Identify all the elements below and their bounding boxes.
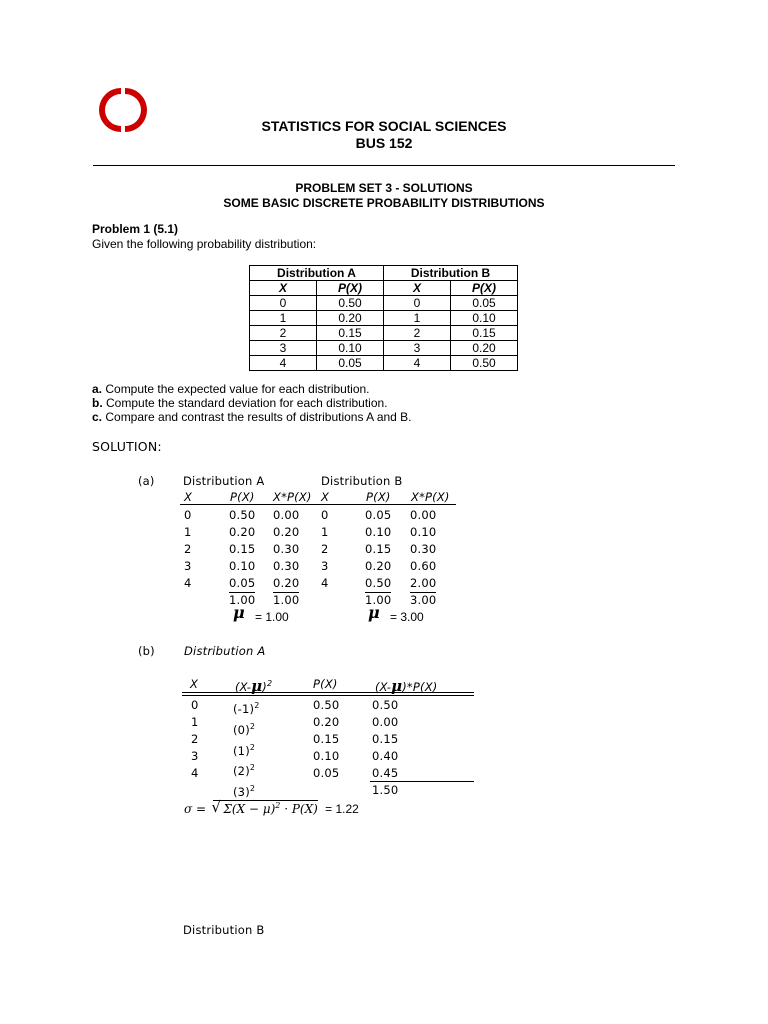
cell: 0.30 (273, 559, 300, 573)
mu-symbol: μ (368, 603, 380, 622)
table-cell: 0 (250, 296, 317, 311)
sigma-formula: σ = √ $\Sigma(X - \mu)^2 \cdot P(X) = 1.22$ (184, 798, 359, 816)
table-row (250, 341, 518, 356)
square-root: √ $\Sigma(X - \mu)^2 \cdot P(X)$ (211, 798, 318, 816)
cell: 4 (184, 576, 192, 590)
col-header-x: X (321, 490, 330, 504)
cell: 0.05 (365, 508, 392, 522)
sum-xpx-a: 1.00 (273, 593, 300, 607)
cell: 0.40 (372, 749, 399, 763)
cell: 2 (184, 542, 192, 556)
header-divider (93, 165, 675, 166)
table-row (250, 326, 518, 341)
cell: 0.20 (365, 559, 392, 573)
cell: 0.45 (372, 766, 399, 780)
cell: $(-1)^2$ (233, 701, 260, 716)
problem-set-subtitle: SOME BASIC DISCRETE PROBABILITY DISTRIBUTIONS (223, 196, 545, 210)
table-cell: 0 (384, 296, 451, 311)
cell: 2 (321, 542, 329, 556)
col-header-x: X (190, 677, 199, 691)
col-header-px: P(X) (230, 490, 255, 504)
table-cell: 0.20 (317, 311, 384, 326)
cell: 4 (191, 766, 199, 780)
cell: 1 (191, 715, 199, 729)
problem-heading: Problem 1 (5.1) (92, 222, 179, 236)
cell: 0.50 (372, 698, 399, 712)
table-cell: 0.10 (317, 341, 384, 356)
cell: 0.10 (229, 559, 256, 573)
col-xpx-b (410, 507, 436, 593)
col-header-px: P(X) (451, 281, 518, 296)
table-cell: 4 (384, 356, 451, 371)
cell: 2 (191, 732, 199, 746)
cell: 0 (321, 508, 329, 522)
cell: 0.00 (372, 715, 399, 729)
table-cell: 0.05 (451, 296, 518, 311)
table-cell: 1 (384, 311, 451, 326)
sum-px-b: 1.00 (365, 593, 392, 607)
cell: 3 (321, 559, 329, 573)
question-a: a. Compute the expected value for each distribution. (92, 382, 370, 396)
cell: 3 (191, 749, 199, 763)
question-c: c. Compare and contrast the results of distributions A and B. (92, 410, 412, 424)
cell: 0.15 (313, 732, 340, 746)
table-cell: 2 (250, 326, 317, 341)
col-header-xpx: X*P(X) (273, 490, 312, 504)
header-underline (180, 504, 456, 505)
group-header-a: Distribution A (250, 266, 384, 281)
col-header-x: X (184, 490, 193, 504)
col-x-a (184, 507, 192, 592)
solution-heading: SOLUTION: (92, 439, 162, 454)
cell: 0 (184, 508, 192, 522)
mu-value-b: = 3.00 (390, 610, 424, 624)
dist-b-label: Distribution B (183, 923, 265, 937)
cell: 0 (191, 698, 199, 712)
cell: 0.05 (313, 766, 340, 780)
cell: 0.30 (273, 542, 300, 556)
col-header-px: P(X) (313, 677, 338, 691)
dist-a-label: Distribution A (184, 644, 266, 658)
cell: 0.50 (229, 508, 256, 522)
col-product (372, 697, 398, 782)
mu-symbol: μ (233, 603, 245, 622)
cell: 2.00 (410, 575, 436, 593)
total-line (370, 781, 474, 782)
table-cell: 4 (250, 356, 317, 371)
cell: 0.00 (273, 508, 300, 522)
col-px-a (229, 507, 255, 593)
distribution-table (249, 265, 518, 371)
table-row (250, 296, 518, 311)
cell: 0.50 (365, 575, 391, 593)
col-xpx-a (273, 507, 299, 593)
table-cell: 0.50 (451, 356, 518, 371)
table-cell: 0.20 (451, 341, 518, 356)
cell: 0.20 (273, 525, 300, 539)
table-row (250, 311, 518, 326)
col-header-product: (X-μ)*P(X) (375, 677, 438, 695)
cell: 0.60 (410, 559, 437, 573)
cell: 0.50 (313, 698, 340, 712)
sum-xpx-b: 3.00 (410, 593, 437, 607)
col-deviation (233, 697, 260, 801)
header-underline (182, 695, 474, 696)
question-b: b. Compute the standard deviation for each distribution. (92, 396, 388, 410)
cell: 0.15 (365, 542, 392, 556)
col-header-px: P(X) (366, 490, 391, 504)
col-px (313, 697, 339, 782)
cell: 4 (321, 576, 329, 590)
dist-b-label: Distribution B (321, 474, 403, 488)
table-cell: 0.15 (317, 326, 384, 341)
col-x (191, 697, 199, 782)
cell: 0.20 (229, 525, 256, 539)
col-header-xpx: X*P(X) (411, 490, 450, 504)
course-code: BUS 152 (355, 135, 413, 151)
cell: 0.10 (365, 525, 392, 539)
dist-a-label: Distribution A (183, 474, 265, 488)
cell: 0.00 (410, 508, 437, 522)
cell: 1 (184, 525, 192, 539)
problem-intro: Given the following probability distribution: (92, 237, 317, 251)
table-cell: 0.15 (451, 326, 518, 341)
part-b-label: (b) (138, 644, 155, 658)
variance-total: 1.50 (372, 783, 399, 797)
col-header-x: X (384, 281, 451, 296)
header-underline (182, 692, 474, 693)
col-header-x: X (250, 281, 317, 296)
table-cell: 0.10 (451, 311, 518, 326)
group-header-b: Distribution B (384, 266, 518, 281)
cell: $(2)^2$ (233, 763, 256, 779)
part-a-label: (a) (138, 474, 155, 488)
cell: 3 (184, 559, 192, 573)
table-cell: 2 (384, 326, 451, 341)
cell: $(1)^2$ (233, 742, 256, 758)
cell: 0.10 (313, 749, 340, 763)
cell: 0.20 (273, 575, 299, 593)
sum-px-a: 1.00 (229, 593, 256, 607)
cell: 0.05 (229, 575, 255, 593)
cell: 0.15 (229, 542, 256, 556)
problem-set-title: PROBLEM SET 3 - SOLUTIONS (295, 181, 473, 195)
cell: $(3)^2$ (233, 784, 256, 800)
col-x-b (321, 507, 329, 592)
cell: 1 (321, 525, 329, 539)
col-px-b (365, 507, 391, 593)
table-row (250, 356, 518, 371)
cell: 0.30 (410, 542, 437, 556)
table-cell: 3 (384, 341, 451, 356)
table-cell: 3 (250, 341, 317, 356)
table-cell: 0.50 (317, 296, 384, 311)
col-header-px: P(X) (317, 281, 384, 296)
cell: $(0)^2$ (233, 721, 256, 737)
col-header-deviation: $(X-\mu)^2$ (235, 677, 273, 695)
cell: 0.20 (313, 715, 340, 729)
document-title: STATISTICS FOR SOCIAL SCIENCES (261, 118, 507, 134)
table-cell: 0.05 (317, 356, 384, 371)
cell: 0.15 (372, 732, 399, 746)
table-cell: 1 (250, 311, 317, 326)
cell: 0.10 (410, 525, 437, 539)
mu-value-a: = 1.00 (255, 610, 289, 624)
